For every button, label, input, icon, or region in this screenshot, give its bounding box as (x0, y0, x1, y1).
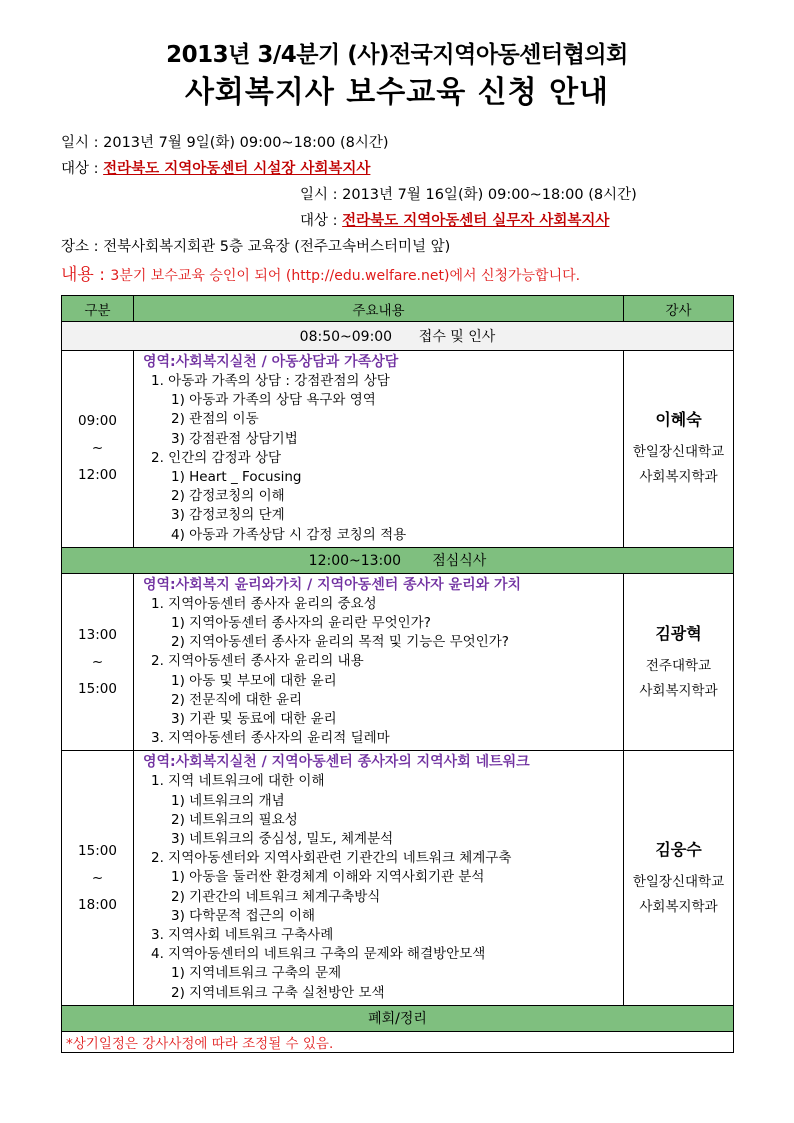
session1-line: 1) Heart _ Focusing (171, 469, 302, 486)
session3-row (62, 751, 734, 1005)
session1-time-tilde: ~ (91, 440, 104, 457)
date1-label: 일시 : (61, 135, 104, 151)
session3-line: 4. 지역아동센터의 네트워크 구축의 문제와 해결방안모색 (151, 946, 486, 963)
session3-lecturer-aff1: 한일장신대학교 (632, 873, 725, 890)
date2-value: 2013년 7월 16일(화) 09:00~18:00 (8시간) (342, 187, 637, 203)
session2-row (62, 573, 734, 751)
session3-line: 3) 다학문적 접근의 이해 (171, 907, 316, 924)
session2-line: 3. 지역아동센터 종사자의 윤리적 딜레마 (151, 730, 390, 747)
session2-time-start: 13:00 (78, 626, 117, 643)
session2-time (62, 573, 134, 751)
session2-lecturer-aff2: 사회복지학과 (639, 682, 718, 699)
session3-lecturer (624, 751, 734, 1005)
target2-line (300, 209, 609, 230)
session3-time (62, 751, 134, 1005)
lunch-text: 12:00~13:00 점심식사 (62, 547, 734, 573)
date1-line (61, 131, 389, 152)
session2-line: 1) 아동 및 부모에 대한 윤리 (171, 672, 337, 689)
session1-line: 2) 감정코칭의 이해 (171, 488, 285, 505)
target1-value: 전라북도 지역아동센터 시설장 사회복지사 (103, 161, 371, 177)
content-value: 3분기 보수교육 승인이 되어 (http://edu.welfare.net)에서 신청가능합니다. (110, 268, 581, 284)
header-content: 주요내용 (134, 296, 624, 322)
session1-line: 3) 감정코칭의 단계 (171, 507, 285, 524)
date1-value: 2013년 7월 9일(화) 09:00~18:00 (8시간) (103, 135, 389, 151)
session2-title: 영역:사회복지 윤리와가치 / 지역아동센터 종사자 윤리와 가치 (143, 576, 522, 593)
session3-line: 2) 네트워크의 필요성 (171, 811, 298, 828)
place-line (61, 235, 450, 256)
session2-lecturer (624, 573, 734, 751)
session3-time-end: 18:00 (78, 896, 117, 913)
session1-lecturer (624, 351, 734, 548)
session3-line: 2) 기관간의 네트워크 체계구축방식 (171, 888, 381, 905)
content-label: 내용 : (61, 265, 111, 285)
session2-line: 2) 전문직에 대한 윤리 (171, 691, 303, 708)
session1-time (62, 351, 134, 548)
session1-lecturer-aff2: 사회복지학과 (639, 469, 718, 486)
place-value: 전북사회복지회관 5층 교육장 (전주고속버스터미널 앞) (103, 239, 451, 255)
session3-line: 3. 지역사회 네트워크 구축사례 (151, 927, 334, 944)
session2-lecturer-aff1: 전주대학교 (645, 657, 712, 674)
session3-title: 영역:사회복지실천 / 지역아동센터 종사자의 지역사회 네트워크 (143, 754, 530, 771)
reception-text: 08:50~09:00 접수 및 인사 (62, 322, 734, 351)
session1-lecturer-aff1: 한일장신대학교 (632, 444, 725, 461)
target1-line (61, 157, 370, 178)
session1-line: 4) 아동과 가족상담 시 감정 코칭의 적용 (171, 526, 407, 543)
session3-line: 1. 지역 네트워크에 대한 이해 (151, 773, 325, 790)
session1-row (62, 351, 734, 548)
session3-lecturer-aff2: 사회복지학과 (639, 898, 718, 915)
document-title-line1: 2013년 3/4분기 (사)전국지역아동센터협의회 (166, 42, 628, 68)
session2-line: 2. 지역아동센터 종사자 윤리의 내용 (151, 653, 364, 670)
session1-time-start: 09:00 (78, 413, 117, 430)
session3-line: 1) 네트워크의 개념 (171, 792, 285, 809)
session3-line: 1) 아동을 둘러싼 환경체계 이해와 지역사회기관 분석 (171, 869, 485, 886)
session1-title: 영역:사회복지실천 / 아동상담과 가족상담 (143, 354, 399, 370)
target1-label: 대상 : (61, 161, 104, 177)
schedule-table (61, 295, 734, 1053)
session2-content (134, 573, 624, 751)
session1-line: 1) 아동과 가족의 상담 욕구와 영역 (171, 392, 376, 409)
session3-lecturer-name: 김웅수 (655, 839, 702, 859)
session1-lecturer-name: 이혜숙 (655, 410, 702, 430)
session2-line: 1) 지역아동센터 종사자의 윤리란 무엇인가? (171, 615, 431, 632)
session2-time-tilde: ~ (91, 653, 104, 670)
place-label: 장소 : (61, 239, 104, 255)
target2-label: 대상 : (300, 213, 343, 229)
session3-content (134, 751, 624, 1005)
session1-line: 3) 강점관점 상담기법 (171, 430, 298, 447)
lunch-row (62, 547, 734, 573)
table-header-row (62, 296, 734, 322)
session2-line: 2) 지역아동센터 종사자 윤리의 목적 및 기능은 무엇인가? (171, 634, 509, 651)
session1-content (134, 351, 624, 548)
session1-time-end: 12:00 (78, 467, 117, 484)
session3-line: 3) 네트워크의 중심성, 밀도, 체계분석 (171, 831, 394, 848)
target2-value: 전라북도 지역아동센터 실무자 사회복지사 (342, 213, 610, 229)
schedule-note: *상기일정은 강사사정에 따라 조정될 수 있음. (62, 1031, 734, 1052)
session2-line: 3) 기관 및 동료에 대한 윤리 (171, 711, 337, 728)
header-lecturer: 강사 (624, 296, 734, 322)
session3-line: 2) 지역네트워크 구축 실천방안 모색 (171, 984, 385, 1001)
session3-line: 2. 지역아동센터와 지역사회관련 기관간의 네트워크 체계구축 (151, 850, 512, 867)
session3-line: 1) 지역네트워크 구축의 문제 (171, 965, 342, 982)
date2-line (300, 183, 637, 204)
session3-time-start: 15:00 (78, 842, 117, 859)
reception-row (62, 322, 734, 351)
content-line (61, 260, 580, 285)
session1-line: 2) 관점의 이동 (171, 411, 259, 428)
session2-lecturer-name: 김광혁 (655, 623, 702, 643)
note-row (62, 1031, 734, 1052)
header-category: 구분 (62, 296, 134, 322)
session2-line: 1. 지역아동센터 종사자 윤리의 중요성 (151, 595, 377, 612)
session1-line: 1. 아동과 가족의 상담 : 강점관점의 상담 (151, 373, 390, 389)
session1-line: 2. 인간의 감정과 상담 (151, 449, 282, 466)
document-title-line2: 사회복지사 보수교육 신청 안내 (184, 75, 610, 110)
session3-time-tilde: ~ (91, 869, 104, 886)
session2-time-end: 15:00 (78, 680, 117, 697)
closing-row (62, 1005, 734, 1031)
closing-text: 폐회/정리 (62, 1005, 734, 1031)
date2-label: 일시 : (300, 187, 343, 203)
